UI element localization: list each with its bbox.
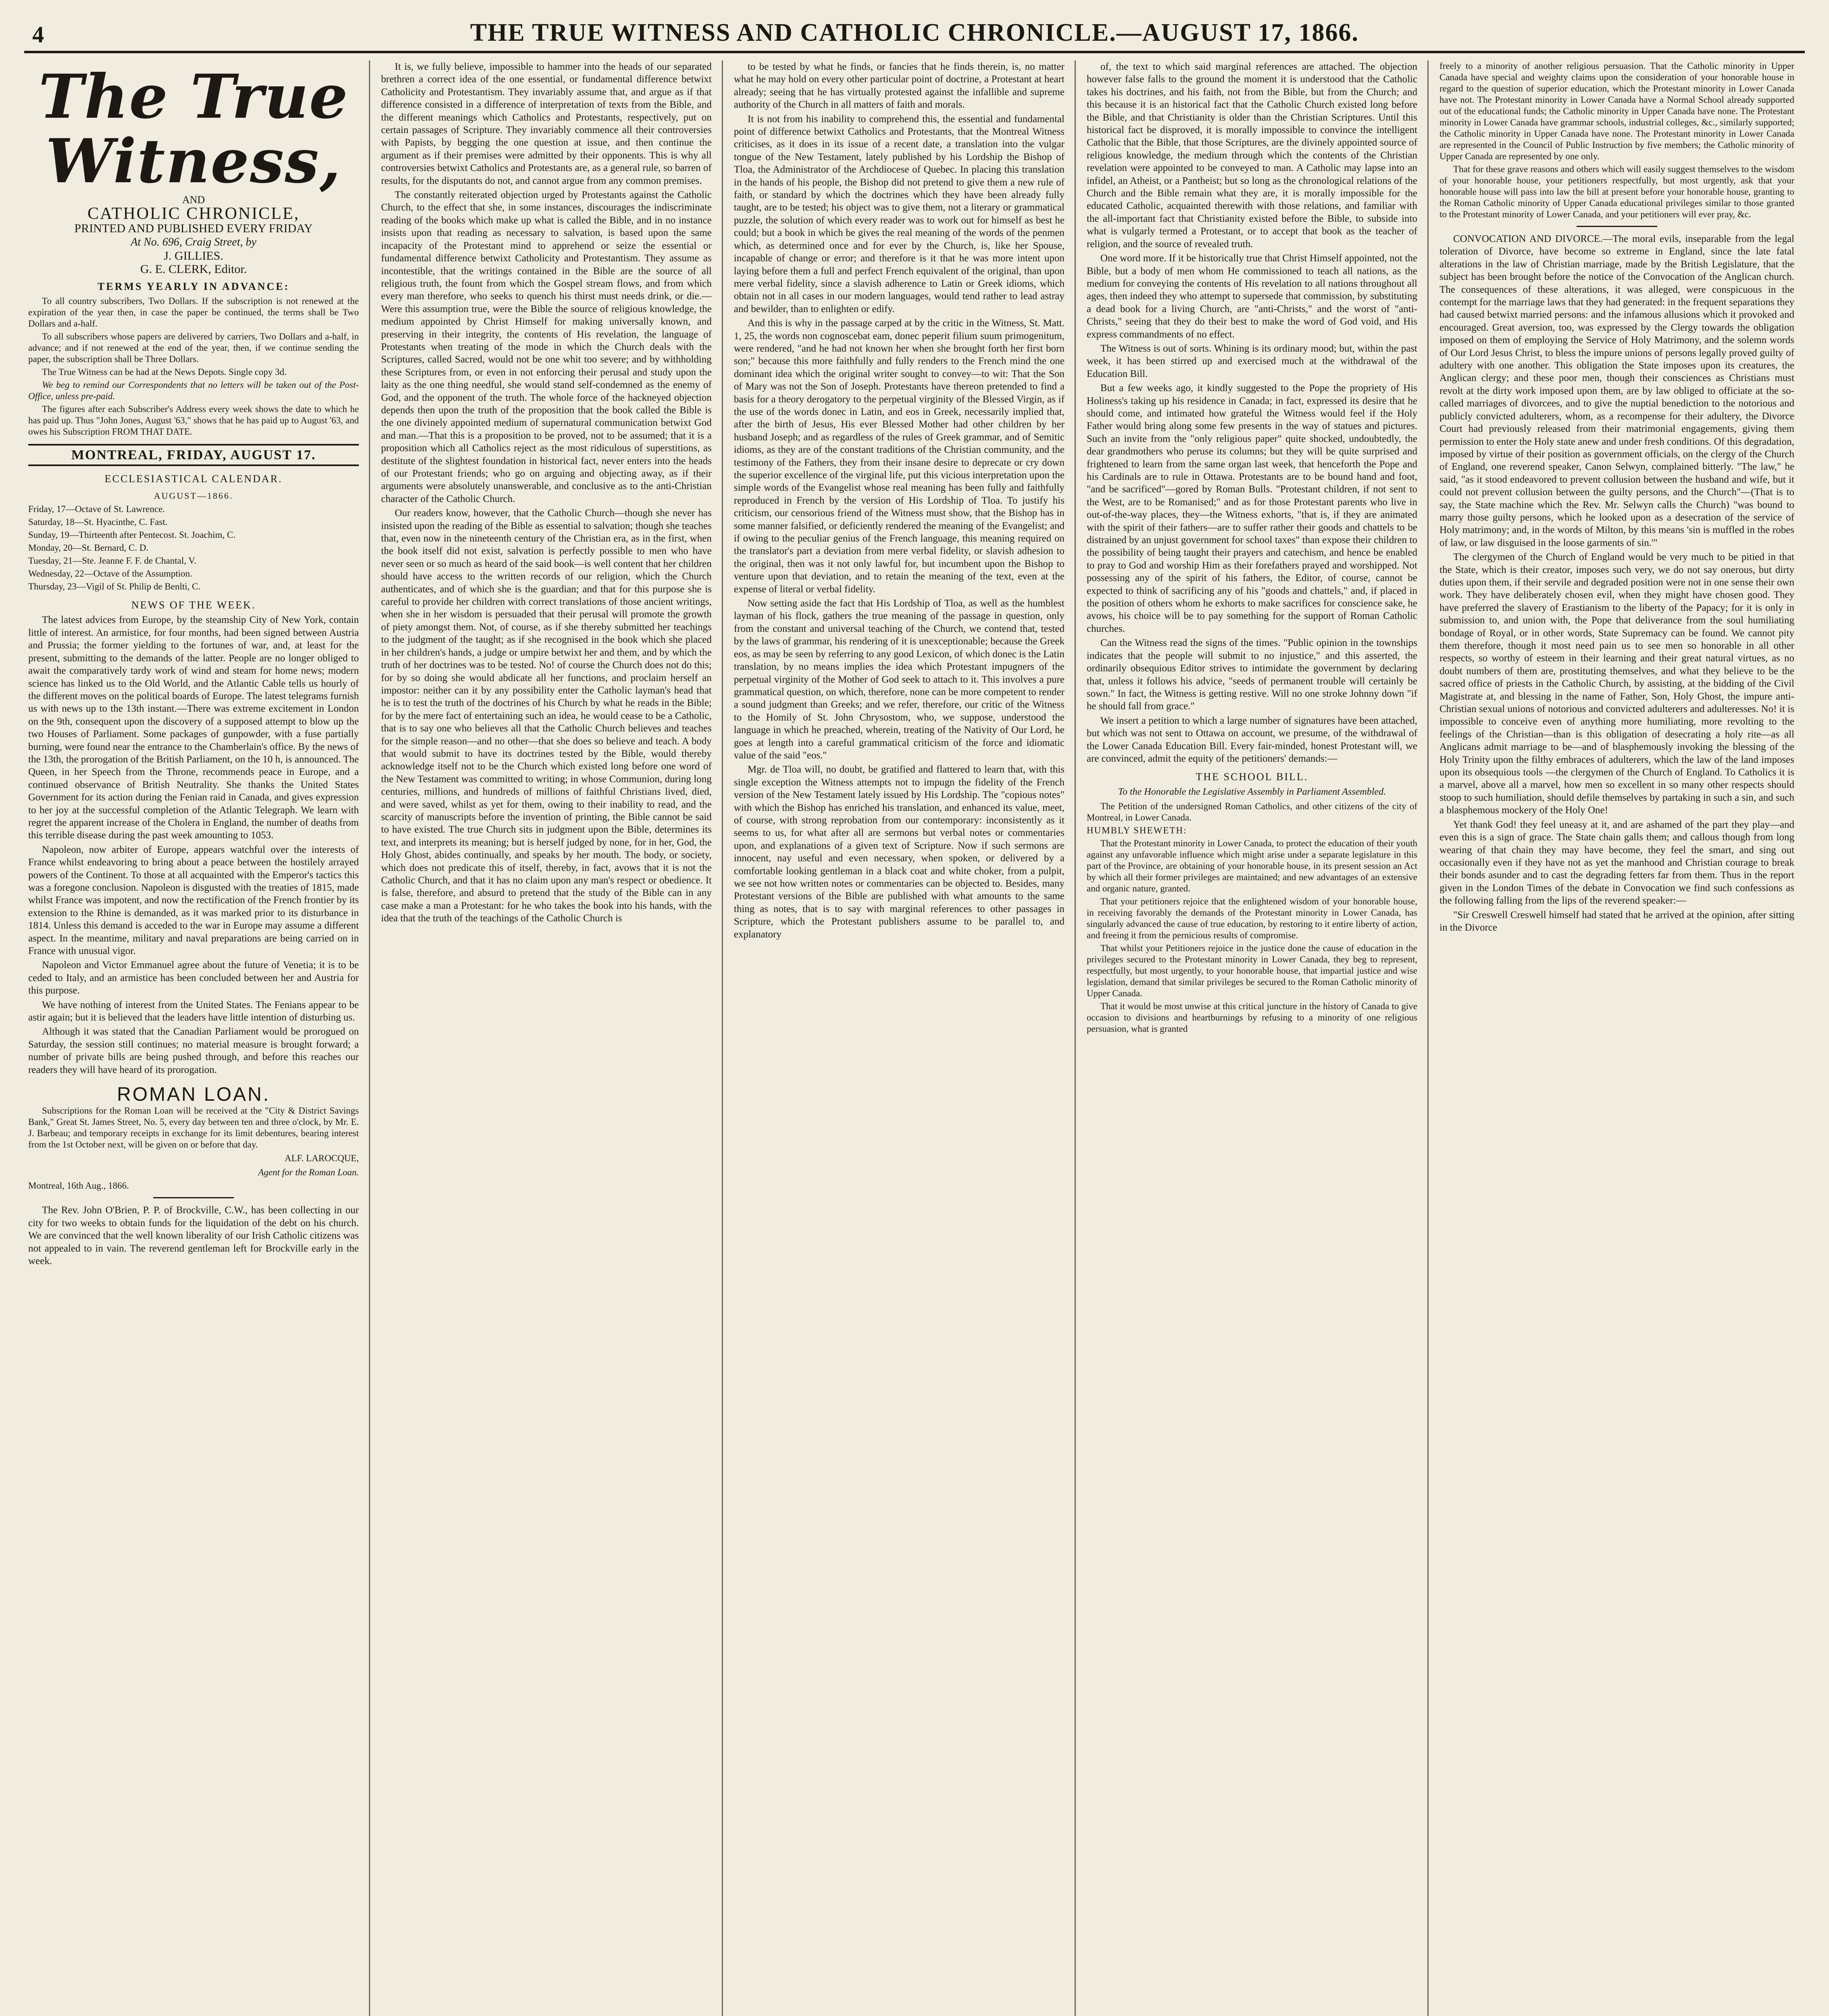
news-paragraph: The latest advices from Europe, by the steamship City of New York, contain little of interest. An armistice, for four months, had been signed between Austria and Prussia; the former yielding to the fortunes of war, and, at least for the present, submitting to the demands of the latter. People are no longer obliged to await the comparatively tardy work of wind and steam for home news; modern science has linked us to the Old World, and the Atlantic Cable tells us hourly of the different moves on the political boards of Europe. The latest telegrams furnish us with news up to the 13th instant.—There was extreme excitement in London on the 9th, consequent upon the discovery of a supposed attempt to blow up the two Houses of Parliament. Some packages of gunpowder, with a fuse partially burning, were found near the entrance to the Chamberlain's office. By the news of the 13th, the prorogation of the British Parliament, on the 10 h, is announced. The Queen, in her Speech from the Throne, recommends peace in Europe, and a continued observance of British Neutrality. She thanks the United States Government for its action during the Fenian raid in Canada, and gives expression to her joy at the successful completion of the Atlantic Telegraph. We learn with regret the apparent increase of the Cholera in England, the number of deaths from this terrible disease during the past week amounting to 1053.	[28, 614, 359, 841]
masthead-and: AND	[182, 194, 205, 206]
school-bill-heading: THE SCHOOL BILL.	[1196, 771, 1308, 783]
terms-paragraph: To all subscribers whose papers are delivered by carriers, Two Dollars and a-half, in advance; and if not renewed at the end of the year, then, if we continue sending the paper, the subscription shall be Three Dollars.	[28, 331, 359, 364]
school-bill-paragraph: That the Protestant minority in Lower Canada, to protect the education of their youth against any unfavorable influence which might arise under a separate legislature in this part of the Province, are obtaining of your honorable house, in its present session an Act by which all their former privileges are maintained; and new advantages of an extensive and organic nature, granted.	[1087, 838, 1417, 894]
editorial-paragraph: We insert a petition to which a large number of signatures have been attached, but which was not sent to Ottawa on account, we presume, of the withdrawal of the Lower Canada Education Bill. Every fair-minded, honest Protestant will, we are convinced, admit the equity of the petitioners' demands:—	[1087, 715, 1417, 764]
editorial-paragraph: Yet thank God! they feel uneasy at it, and are ashamed of the part they play—and even this is a sign of grace. The State chain galls them; and callous though from long wearing of that chain they may have become, they feel the smart, and sing out occasionally even if they have not as yet the manhood and Christian courage to break their bonds asunder and to cast the degrading fetters far from them. Thus in the report given in the London Times of the debate in Convocation we find such confessions as the following falling from the lips of the reverend speaker:—	[1439, 819, 1794, 906]
separator	[153, 1197, 234, 1198]
editorial-paragraph: "Sir Creswell Creswell himself had stated that he arrived at the opinion, after sitting in the Divorce	[1439, 909, 1794, 933]
news-heading: NEWS OF THE WEEK.	[131, 599, 256, 611]
editorial-paragraph: to be tested by what he finds, or fancies that he finds therein, is, no matter what he may hold on every other particular point of doctrine, a Protestant at heart already; seeing that he has virtually protested against the infallible and supreme authority of the Church in all matters of faith and morals.	[734, 61, 1064, 110]
column-2	[381, 60, 712, 2016]
editorial-paragraph: And this is why in the passage carped at by the critic in the Witness, St. Matt. 1, 25, the words non cognoscebat eam, donec peperit filium suum primogenitum, were rendered, "and he had not known her when she brought forth her first born son;" because this more faithfully and fully renders to the French mind the one dominant idea which the original writer sought to convey—to wit: That the Son of Mary was not the Son of Joseph. Protestants have thereon pretended to find a basis for a theory derogatory to the perpetual virginity of the Blessed Virgin, as if the use of the words donec in Latin, and eos in Greek, necessarily implied that, after the birth of Jesus, His ever Blessed Mother had other children by her husband Joseph; and as regardless of the rules of Greek grammar, and of Semitic idioms, as they are of the constant traditions of the Christian community, and the testimony of the Fathers, they from their insane desire to deprecate or cry down the superior excellence of the virginal life, put this vicious interpretation upon the simple words of the Evangelist whose real meaning has been fully and faithfully reproduced in French by the version of His Lordship of Tloa. To justify his criticism, our censorious friend of the Witness must show, that the Bishop has in some manner falsified, or deficiently rendered the meaning of the Evangelist; and if owing to the peculiar genius of the French language, this meaning required on the translator's part a deviation from mere verbal fidelity, or slavish adhesion to the original, then was it not only lawful for, but incumbent upon the Bishop to venture upon that deviation, and to retain the meaning of the text, even at the expense of literal or verbal fidelity.	[734, 318, 1064, 595]
terms-paragraph: The True Witness can be had at the News Depots. Single copy 3d.	[42, 367, 287, 377]
terms-heading: TERMS YEARLY IN ADVANCE:	[97, 281, 290, 293]
column-5	[1439, 60, 1794, 2016]
terms-list	[28, 296, 359, 437]
column-rule	[722, 60, 723, 2016]
calendar-item: Thursday, 23—Vigil of St. Philip de Benlti, C.	[28, 581, 201, 592]
roman-loan-date: Montreal, 16th Aug., 1866.	[28, 1181, 129, 1191]
masthead-editor: G. E. CLERK, Editor.	[140, 262, 247, 276]
editorial-paragraph: Mgr. de Tloa will, no doubt, be gratified and flattered to learn that, with this single exception the Witness attempts not to impugn the fidelity of the French version of the New Testament lately issued by His Lordship. The "copious notes" with which the Bishop has enriched his translation, and enhanced its value, meet, of course, with strong reprobation from our contemporary: inconsistently as it seems to us, for what after all are sermons but verbal notes or commentaries upon, and explanations of a given text of Scripture. Now if such sermons are innocent, nay useful and even necessary, when spoken, or delivered by a comfortable looking gentleman in a black coat and white choker, from a pulpit, we see not how written notes or commentaries can be objected to. Besides, many Protestant versions of the Bible are published with what amounts to the same thing as notes, that is to say with marginal references to other passages in Scripture, which the Protestant publishers assume to be parallel to, and explanatory	[734, 764, 1064, 940]
masthead-address: At No. 696, Craig Street, by	[131, 236, 256, 249]
editorial-paragraph: Can the Witness read the signs of the times. "Public opinion in the townships indicates that the people will submit to no injustice," and this asserted, the ordinarily obsequious Editor strives to intimidate the government by declaring that, unless it follows his advice, "seeds of permanent trouble will certainly be sown." In fact, the Witness is getting restive. Will no one stroke Johnny down "if he should fall from grace."	[1087, 637, 1417, 712]
editorial-paragraph: One word more. If it be historically true that Christ Himself appointed, not the Bible, but a body of men whom He commissioned to teach all nations, as the medium for conveying the contents of His revelation to all nations throughout all ages, then indeed they who attempt to supersede that commission, by substituting a dead book for a living Church, are "anti-Christs," and the worst of "anti-Christs," seeing that they do their best to make the word of God void, and His express commandments of no effect.	[1087, 253, 1417, 340]
news-paragraph: Although it was stated that the Canadian Parliament would be prorogued on Saturday, the session still continues; no material measure is brought forward; a number of private bills are being pushed through, and before this reaches our readers they will have heard of its prorogation.	[28, 1026, 359, 1075]
terms-paragraph: The figures after each Subscriber's Address every week shows the date to which he has paid up. Thus "John Jones, August '63," shows that he has paid up to August '63, and owes his Subscription FROM THAT DATE.	[28, 404, 359, 437]
editorial-paragraph: But a few weeks ago, it kindly suggested to the Pope the propriety of His Holiness's taking up his residence in Canada; in fact, expressed its desire that he should come, and intimated how grateful the Witness would feel if the Holy Father would bring along some few presents in the way of statues and pictures. Such an invite from the "only religious paper" quite shocked, undoubtedly, the dear grandmothers who peruse its columns; but they will be quite surprised and frightened to learn from the same organ last week, that henceforth the Pope and his Cardinals are to rule in Ottawa. Protestants are to be bound hand and foot, "and be sacrificed"—gored by Roman Bulls. "Protestant children, if not sent to the West, are to be Romanised;" and as for those Protestant parents who live in out-of-the-way places, they—the Witness exhorts, "that is, if they are animated with the spirit of their fathers—are to suffer rather their goods and chattels to be distrained by an unjust government for school taxes" than expose their children to the possibility of being taught their prayers and catechism, and hence be enabled to pray to God and worship Him as their forefathers prayed and worshipped. Not possessing any of the spirit of his fathers, the Editor, of course, cannot be expected to think of sacrificing any of his "goods and chattels," and, if placed in the position of others whom he exhorts to make sacrifices for conscience sake, he avows, his choice will be to pay something for the support of Roman Catholic churches.	[1087, 383, 1417, 634]
school-bill-paragraph: That it would be most unwise at this critical juncture in the history of Canada to give occasion to divisions and heartburnings by refusing to a minority of one religious persuasion, what is granted	[1087, 1001, 1417, 1034]
column-4	[1087, 60, 1417, 2016]
school-bill-paragraph: That for these grave reasons and others which will easily suggest themselves to the wisdom of your honorable house, your petitioners respectfully, but most urgently, ask that your honorable house will pass into law the bill at present before your honorable house, granting to the Roman Catholic minority of Upper Canada educational privileges similar to those granted to the Protestant minority of Lower Canada, and your petitioners will ever pray, &c.	[1439, 164, 1794, 219]
roman-loan-agent: Agent for the Roman Loan.	[258, 1167, 359, 1177]
calendar-item: Sunday, 19—Thirteenth after Pentecost. St. Joachim, C.	[28, 530, 235, 540]
roman-loan-body: Subscriptions for the Roman Loan will be received at the "City & District Savings Bank," Great St. James Street, No. 5, every day between ten and three o'clock, by Mr. E. J. Barbeau; and temporary receipts in exchange for its limit debentures, bearing interest from the 1st October next, will be given on or before that day.	[28, 1105, 359, 1150]
masthead-publisher: J. GILLIES.	[164, 249, 223, 262]
roman-loan-heading: ROMAN LOAN.	[117, 1084, 271, 1106]
calendar-item: Tuesday, 21—Ste. Jeanne F. F. de Chantal, V.	[28, 556, 196, 566]
editorial-paragraph: It is, we fully believe, impossible to hammer into the heads of our separated brethren a correct idea of the one essential, or fundamental difference betwixt Catholicity and Protestantism. They invariably assume that, and argue as if that difference consisted in a difference of interpretation of texts from the Bible, and the different meanings which Catholics and Protestants, respectively, put on certain passages of Scripture. They invariably commence all their controversies with Papists, by begging the one question at issue, and then continue the argument as if their premises were admitted by their opponents. This is why all controversies betwixt Catholics and Protestants are, as a general rule, so barren of results, for the disputants do not, and cannot argue from any common premises.	[381, 61, 712, 186]
newspaper-page	[24, 16, 1805, 2016]
calendar-item: Friday, 17—Octave of St. Lawrence.	[28, 504, 165, 514]
page-number: 4	[32, 21, 44, 48]
dateline: MONTREAL, FRIDAY, AUGUST 17.	[28, 444, 359, 466]
school-bill-paragraph: That your petitioners rejoice that the enlightened wisdom of your honorable house, in receiving favorably the demands of the Protestant minority in Lower Canada, has singularly advanced the cause of true education, by restoring to it entire liberty of action, and freeing it from the pernicious results of compromise.	[1087, 896, 1417, 941]
masthead-title: The True Witness,	[38, 61, 349, 197]
editorial-paragraph: The constantly reiterated objection urged by Protestants against the Catholic Church, to the effect that she, in some instances, discourages the indiscriminate reading of the books which make up what is called the Bible, and in no instance insists upon that reading as necessary to salvation, is based upon the same incapacity of the Protestant mind to apprehend or seize the essential or fundamental difference betwixt Catholicity and Protestantism. They assume as incontestible, that the writings contained in the Bible are the source of all religious truth, the fount from which the Gospel stream flows, and from which every man therefore, who seeks to quench his thirst must needs drink, or die.—Were this assumption true, were the Bible the source of religious knowledge, the medium appointed by Christ Himself for making universally known, and preserving in their integrity, the contents of His revelation, the language of Protestants when treating of the mode in which the Church deals with the Scriptures, called Sacred, would not be one whit too severe; and by withholding these Scriptures from, or even in not enforcing their perusal and study upon the laity as the one thing needful, she would stand self-condemned as the enemy of God, and the opponent of the truth. The whole force of the hackneyed objection depends then upon the truth of the proposition that the book called the Bible is the one divinely appointed medium of supernatural communication betwixt God and man.—That this is a proposition to be proved, not to be assumed; that it is a proposition which all Catholics reject as the most ridiculous of superstitions, as destitute of the slightest foundation in historical fact, never enters into the heads of our Protestant friends; who go on arguing and objecting away, as if their arguments were absolutely unanswerable, and conclusive as to the anti-Christian character of the Catholic Church.	[381, 190, 712, 504]
editorial-paragraph: The clergymen of the Church of England would be very much to be pitied in that the State, which is their creator, imposes such very, we do not say onerous, but dirty duties upon them, if their servile and degraded position were not in one sense their own work. They have deliberately chosen evil, when they might have chosen good. They have preferred the slavery of Erastianism to the liberty of the Papacy; for it is only in submission to, and union with, the Pope that deliverance from the soul humiliating bondage of Royal, or in other words, State Supremacy can be found. We cannot pity them therefore, though it most need pain us to see men so honorable in all other respects, so worthy of esteem in their learning and their great natural virtues, as no doubt numbers of them are, prostituting themselves, and what they believe to be the sacred office of priests in the Catholic Church, by assisting, at the bidding of the Civil Magistrate at, and blessing in the name of Father, Son, Holy Ghost, the impure anti-Christian sexual unions of notorious and convicted adulterers and adulteresses. No! it is impossible to conceive even of anything more humiliating, more revolting to the feelings of the Christian—than is this obligation of desecrating a holy rite—as all Anglicans admit marriage to be—and of blasphemously invoking the blessing of the Holy Trinity upon the filthy embraces of adulterers, which the law of the land imposes upon its obsequious tools —the clergymen of the Church of England. To Catholics it is a marvel, above all a marvel, how men so excellent in so many other respects should stoop to such humiliation, should defile themselves by partaking in such a sin, and such a blasphemous mockery of the Holy One!	[1439, 552, 1794, 816]
calendar-item: Monday, 20—St. Bernard, C. D.	[28, 543, 149, 553]
terms-paragraph: We beg to remind our Correspondents that no letters will be taken out of the Post-Office, unless pre-paid.	[28, 379, 359, 401]
editorial-paragraph: The Witness is out of sorts. Whining is its ordinary mood; but, within the past week, it has been stirred up and exercised much at the withdrawal of the Education Bill.	[1087, 343, 1417, 379]
editorial-paragraph: of, the text to which said marginal references are attached. The objection however false falls to the ground the moment it is understood that the Catholic takes his doctrines, and his faith, not from the Bible, but from the Church; and this because it is an historical fact that the Catholic Church existed long before the Bible, and that Christianity is older than the Christian Scriptures. Until this historical fact be disproved, it is morally impossible to convince the intelligent Catholic that the Bible, that those Scriptures, are the divinely appointed source of religious knowledge, the medium through which the contents of the Christian revelation were appointed to be conveyed to man. A Catholic may lapse into an infidel, an Atheist, or a Pantheist; but so long as the chronological relations of the Church and the Bible remain what they are, it is morally impossible for the educated Catholic, acquainted therewith with those relations, and familiar with the all-important fact that Christianity existed before the Bible, to subside into what is vulgarly termed a Protestant, or to accept that book as the teacher of religion, and the source of revealed truth.	[1087, 61, 1417, 250]
calendar-item: Saturday, 18—St. Hyacinthe, C. Fast.	[28, 517, 168, 527]
masthead-printed: PRINTED AND PUBLISHED EVERY FRIDAY	[74, 221, 313, 235]
school-bill-intro: The Petition of the undersigned Roman Catholics, and other citizens of the city of Montreal, in Lower Canada.	[1087, 801, 1417, 823]
editorial-paragraph: Now setting aside the fact that His Lordship of Tloa, as well as the humblest layman of his flock, gathers the true meaning of the passage in question, only from the constant and universal teaching of the Church, we contend that, tested by the laws of grammar, his rendering of it is unexceptionable; because the Greek eos, as may be seen by referring to any good Lexicon, of which donec is the Latin translation, by no means implies the idea which Protestant impugners of the perpetual virginity of the Mother of God seek to attach to it. This involves a pure grammatical question, on which, therefore, none can be more competent to render a sound judgment than Greeks; and we refer, therefore, our critic of the Witness to the Homily of St. John Chrysostom, who, we suppose, understood the language in which he preached, wherein, treating of the Nativity of Our Lord, he goes at length into a careful grammatical criticism of the force and idiomatic value of the said "eos."	[734, 598, 1064, 761]
news-paragraph: Napoleon, now arbiter of Europe, appears watchful over the interests of France whilst endeavoring to bring about a peace between the hostilely arrayed powers of the Continent. To those at all acquainted with the Emperor's tactics this was a foregone conclusion. Napoleon is disgusted with the treaties of 1815, made whilst France was impotent, and now the rectification of the French frontier by its extension to the Rhine is demanded, as it was marked prior to its disturbance in 1814. Unless this demand is acceded to the war in Europe may assume a different aspect. In the meantime, military and naval preparations are being carried on in France with unusual vigor.	[28, 844, 359, 957]
calendar-heading: ECCLESIASTICAL CALENDAR.	[104, 473, 283, 485]
school-bill-paragraph: That whilst your Petitioners rejoice in the justice done the cause of education in the privileges secured to the Protestant minority in Lower Canada, they beg to represent, respectfully, but most urgently, to your honorable house, that impartial justice and wise legislation, demand that similar privileges be secured to the Roman Catholic minority of Upper Canada.	[1087, 943, 1417, 999]
column-3	[734, 60, 1064, 2016]
column-rule	[1427, 60, 1429, 2016]
column-rule	[1075, 60, 1076, 2016]
school-bill-title: To the Honorable the Legislative Assembly in Parliament Assembled.	[1118, 786, 1386, 797]
running-title: THE TRUE WITNESS AND CATHOLIC CHRONICLE.—AUGUST 17, 1866.	[470, 19, 1359, 46]
header-rule	[24, 51, 1805, 53]
editorial-paragraph: It is not from his inability to comprehend this, the essential and fundamental point of difference betwixt Catholics and Protestants, that the Montreal Witness criticises, as it does in its issue of a recent date, a translation into the vulgar tongue of the New Testament, lately published by his Lordship the Bishop of Tloa, the Administrator of the Archdiocese of Quebec. In placing this translation in the hands of his people, the Bishop did not pretend to give them a new rule of faith, or standard by which the doctrines which they have been already fully taught, are to be tested; his object was to give them, not a literary or grammatical puzzle, the solution of which every reader was to work out for himself as best he could; but a book in which be gives the real meaning of the words of the penmen which, as determined once and for ever by the Church, is, like her Spouse, incapable of change or error; and therefore is it that he was more intent upon laying before them a full and perfect French equivalent of the original, than upon mere verbal fidelity, since a slavish adherence to Latin or Greek idioms, which obtain not in all cases in our modern languages, would tend rather to lead astray and bewilder, than to enlighten or edify.	[734, 113, 1064, 314]
editorial-paragraph: Our readers know, however, that the Catholic Church—though she never has insisted upon the reading of the Bible as essential to salvation; though she teaches that, even now in the nineteenth century of the Christian era, as in the first, when the book itself did not exist, salvation is perfectly possible to men who have never seen or so much as heard of the said book—is well content that her children should have access to the written records of our religion, which the Church authenticates, and of which she is the guardian; and that for this purpose she is careful to provide her children with correct translations of those ancient writings, when she in her wisdom is persuaded that their perusal will promote the growth of piety amongst them. Not, of course, as if she thereby submitted her teachings to the judgment of the taught; as if she recognised in the book which she placed in her children's hands, a judge or umpire betwixt her and them, and by which the truth of her doctrines was to be tested. No! of course the Church does not do this; for by so doing she would abdicate all her functions, and proclaim herself an impostor: neither can it by any possibility enter the Catholic layman's head that he is to test the truth of the doctrines of his Church by what he reads in the Bible; for by the mere fact of entertaining such an idea, he would cease to be a Catholic, that is to say one who believes all that the Catholic Church believes and teaches for the simple reason—and no other—that she does so believe and teach. A body that would submit to have its doctrines tested by the Bible, would thereby acknowledge itself not to be the Church which existed long before one word of the New Testament was committed to writing; in whose Communion, during long centuries, millions, and hundreds of millions of faithful Christians lived, died, and were saved, whilst as yet for them, owing to their inability to read, and the scarcity of manuscripts before the invention of printing, the Bible cannot be said to have existed. The true Church sits in judgment upon the Bible, determines its text, and interprets its meaning; but is herself judged by none, for in her, God, the Holy Ghost, abides continually, and speaks by her mouth. The body, or society, which does not predicate this of itself, thereby, in fact, avows that it is not the Catholic Church, and that it has no claim upon any man's respect or obedience. It is false, therefore, and absurd to pretend that the study of the Bible can in any case make a man a Protestant: for he who takes the book into his hands, with the idea that the truth of the teachings of the Catholic Church is	[381, 508, 712, 924]
column-rule	[369, 60, 370, 2016]
running-header	[24, 16, 1805, 48]
calendar-item: Wednesday, 22—Octave of the Assumption.	[28, 569, 192, 579]
news-paragraph: Napoleon and Victor Emmanuel agree about the future of Venetia; it is to be ceded to Italy, and an armistice has been concluded between her and Austria for this purpose.	[28, 960, 359, 996]
obrien-note: The Rev. John O'Brien, P. P. of Brockville, C.W., has been collecting in our city for two weeks to obtain funds for the liquidation of the debt on his church. We are convinced that the well known liberality of our Irish Catholic citizens was not appealed to in vain. The reverend gentleman left for Brockville early in the week.	[28, 1205, 359, 1266]
editorial-paragraph: CONVOCATION AND DIVORCE.—The moral evils, inseparable from the legal toleration of Divorce, have become so extreme in England, since the late fatal alterations in the law of Christian marriage, made by the British Legislature, that the subject has been brought before the notice of the Convocation of the Anglican church. The consequences of these alterations, it was alleged, were conspicuous in the contempt for the marriage laws that they had generated: in the frequent separations they had caused betwixt married persons: and the infamous allusions which it provoked and encouraged. Great aversion, too, was expressed by the Clergy towards the obligation imposed on them of employing the Service of Holy Matrimony, and the solemn words of Our Lord Jesus Christ, to bless the impure unions of persons legally proved guilty of adultery with one another. This obligation the State imposes upon its creatures, the Anglican clergy; and these poor men, though their consciences as Christians must revolt at the dirty work imposed upon them, are by law obliged to officiate at the so-called marriages of divorcees, and to give the nuptial benediction to the notorious and publicly convicted adulterers, whom, as a recompense for their adultery, the Divorce Court had previously released from their matrimonial engagements, giving them permission to enter the Holy state anew and under fresh conditions. Of this degradation, imposed by virtue of their position as government officials, on the clergy of the Church of England, one reverend speaker, Canon Selwyn, complained bitterly. "The law," he said, "as it stood endeavored to prevent collusion between the husband and wife, but it could not prevent collusion between the guilty persons, and the Church"—(That is to say, the State machine which the Rev. Mr. Selwyn calls the Church) "was bound to marry those guilty persons, which he looked upon as a desecration of the service of Holy matrimony; and, in the words of Milton, by this means 'sin is muffled in the robes of law, or law disguised in the loose garments of sin.'"	[1439, 233, 1794, 548]
roman-loan-signature: ALF. LAROCQUE,	[284, 1153, 359, 1163]
calendar-list	[28, 504, 359, 592]
terms-paragraph: To all country subscribers, Two Dollars. If the subscription is not renewed at the expiration of the year then, in case the paper be continued, the terms shall be Two Dollars and a-half.	[28, 296, 359, 329]
calendar-month: AUGUST—1866.	[154, 490, 233, 501]
column-1	[28, 60, 359, 2016]
separator	[1577, 226, 1657, 227]
news-paragraph: We have nothing of interest from the United States. The Fenians appear to be astir again; but it is believed that the leaders have little intention of disturbing us.	[28, 999, 359, 1023]
school-bill-paragraph: freely to a minority of another religious persuasion. That the Catholic minority in Upper Canada have special and weighty claims upon the consideration of your honorable house in regard to the question of superior education, which the Protestant minority in Lower Canada have not. The Protestant minority in Lower Canada have a Normal School already supported out of the educational funds; the Catholic minority in Upper Canada have none. The Protestant minority in Lower Canada have grammar schools, industrial colleges, &c., similarly supported; the Catholic minority in Upper Canada have none. The Protestant minority in Lower Canada are represented in the Council of Public Instruction by five members; the Catholic minority of Upper Canada are represented by one only.	[1439, 61, 1794, 161]
school-bill-salutation: HUMBLY SHEWETH:	[1087, 825, 1187, 836]
masthead-subtitle: CATHOLIC CHRONICLE,	[87, 204, 300, 223]
